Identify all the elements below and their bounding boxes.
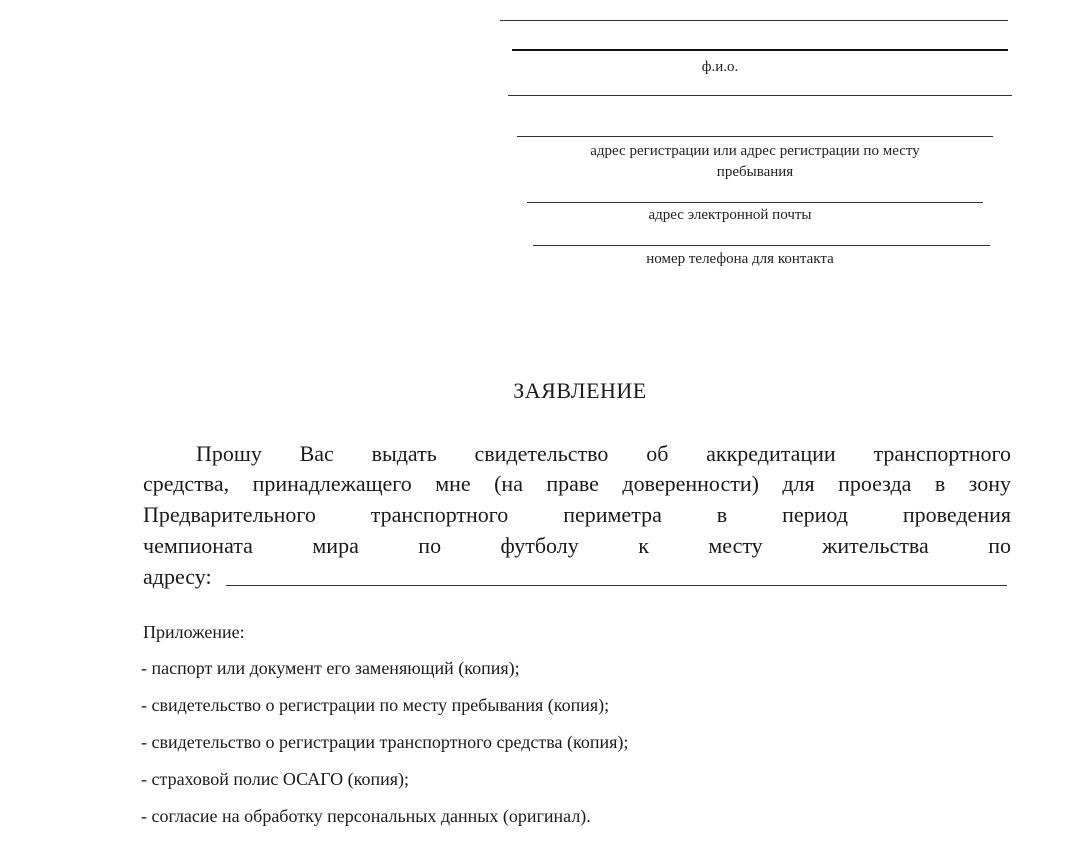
body-line-4: чемпионата мира по футболу к месту жительства по bbox=[143, 533, 1011, 558]
name-blank-line-2[interactable] bbox=[512, 49, 1008, 51]
body-line-1: Прошу Вас выдать свидетельство об аккредитации транспортного bbox=[196, 441, 1011, 466]
attachments-list bbox=[141, 656, 628, 841]
document-title: ЗАЯВЛЕНИЕ bbox=[513, 378, 647, 403]
fio-caption: ф.и.о. bbox=[701, 59, 739, 75]
email-caption: адрес электронной почты bbox=[648, 207, 812, 223]
address-blank-line-2[interactable] bbox=[517, 136, 993, 137]
address-blank-line-1[interactable] bbox=[508, 95, 1012, 96]
name-blank-line-1[interactable] bbox=[500, 20, 1008, 21]
attachment-item: - паспорт или документ его заменяющий (копия); bbox=[141, 658, 520, 678]
attachment-item: - свидетельство о регистрации транспортного средства (копия); bbox=[141, 732, 629, 752]
address-label: адресу: bbox=[143, 564, 212, 589]
body-line-3: Предварительного транспортного периметра в период проведения bbox=[143, 502, 1011, 527]
attachment-item: - свидетельство о регистрации по месту пребывания (копия); bbox=[141, 695, 610, 715]
attachment-item: - страховой полис ОСАГО (копия); bbox=[141, 769, 410, 789]
attachments-heading: Приложение: bbox=[143, 622, 245, 642]
email-blank-line[interactable] bbox=[527, 202, 983, 203]
attachment-item: - согласие на обработку персональных данных (оригинал). bbox=[141, 806, 591, 826]
phone-blank-line[interactable] bbox=[533, 245, 990, 246]
address-input-line[interactable] bbox=[226, 585, 1007, 586]
address-caption-line2: пребывания bbox=[716, 164, 794, 180]
body-line-2: средства, принадлежащего мне (на праве доверенности) для проезда в зону bbox=[143, 471, 1011, 496]
phone-caption: номер телефона для контакта bbox=[646, 251, 834, 267]
address-caption-line1: адрес регистрации или адрес регистрации по месту bbox=[590, 143, 920, 159]
